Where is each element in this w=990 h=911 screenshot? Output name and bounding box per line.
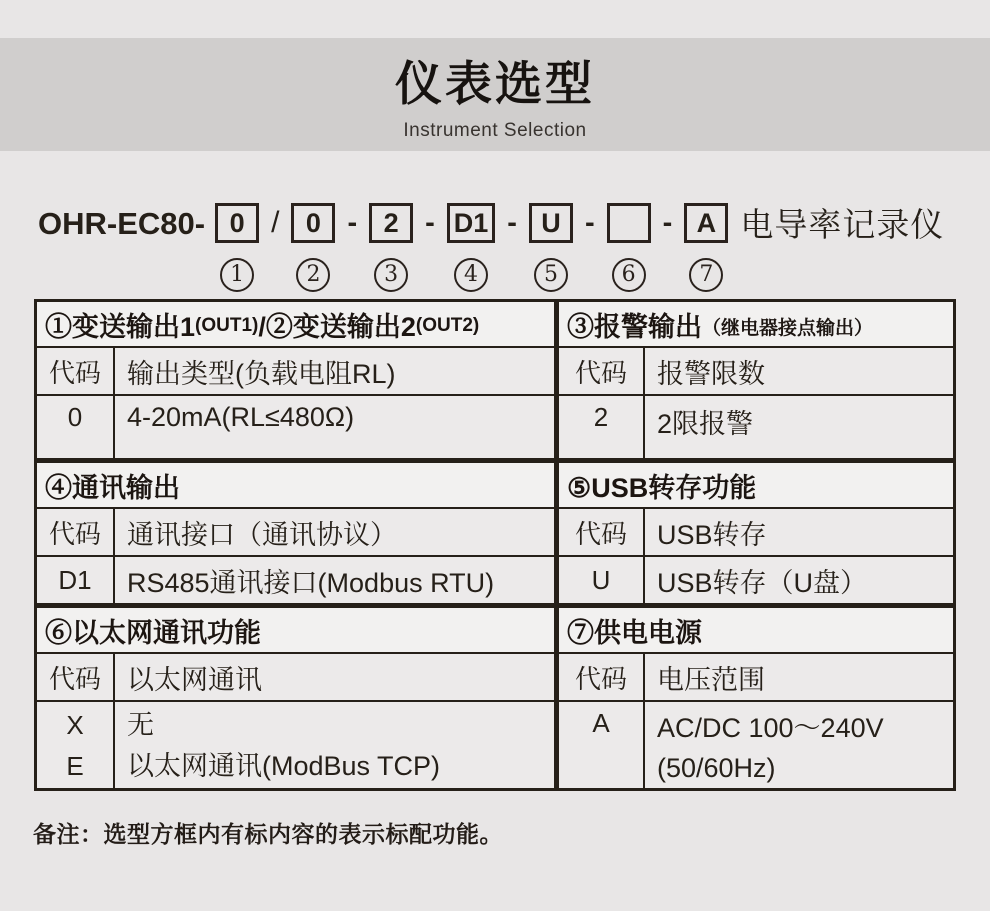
footnote: 备注：选型方框内有标内容的表示标配功能。	[33, 821, 503, 847]
section-ethernet	[37, 608, 554, 788]
section-power-supply-title	[559, 608, 953, 654]
column-header-row	[559, 654, 953, 700]
code-header: 代码	[559, 509, 645, 555]
model-segment-5	[529, 203, 573, 292]
code-header: 代码	[559, 654, 645, 700]
marker-circle-4: 4	[454, 258, 488, 292]
code-box-6-empty	[607, 203, 651, 243]
selection-table	[34, 299, 956, 791]
marker-circle-7: 7	[689, 258, 723, 292]
marker-circle-5: 5	[534, 258, 568, 292]
desc-value: 无	[127, 709, 154, 740]
page-title: 仪表选型	[395, 57, 595, 110]
title-text-small: （继电器接点输出）	[702, 317, 874, 339]
section-comm-output	[37, 463, 554, 603]
separator-dash: -	[662, 207, 673, 239]
code-value: 0	[37, 396, 115, 458]
section-usb-dump	[559, 463, 953, 603]
column-header-row	[37, 348, 554, 394]
section-comm-output-title	[37, 463, 554, 509]
title-text: /②变送输出2	[258, 311, 416, 342]
code-box-5: U	[529, 203, 573, 243]
desc-header: 输出类型(负载电阻RL)	[127, 358, 396, 389]
desc-value: RS485通讯接口(Modbus RTU)	[127, 567, 495, 598]
code-box-3: 2	[369, 203, 413, 243]
table-row	[559, 700, 953, 788]
page-subtitle: Instrument Selection	[403, 120, 587, 141]
desc-header: 以太网通讯	[127, 664, 262, 695]
title-text: ⑤USB转存功能	[567, 472, 757, 503]
column-header-row	[37, 509, 554, 555]
code-box-7: A	[684, 203, 728, 243]
table-row-group	[37, 700, 554, 788]
model-segment-3	[369, 203, 413, 292]
desc-header: USB转存	[657, 519, 767, 550]
table-row	[559, 555, 953, 603]
section-alarm-output	[559, 302, 953, 458]
desc-value-line2: (50/60Hz)	[657, 753, 776, 783]
code-value: U	[559, 557, 645, 603]
separator-dash: -	[425, 207, 435, 239]
marker-circle-6: 6	[612, 258, 646, 292]
title-band	[0, 38, 990, 151]
column-header-row	[37, 654, 554, 700]
separator-slash: /	[271, 206, 280, 239]
separator-dash: -	[347, 207, 358, 239]
section-transmit-output	[37, 302, 554, 458]
title-text: ⑥以太网通讯功能	[45, 617, 261, 648]
table-row	[37, 555, 554, 603]
desc-values	[645, 702, 953, 788]
code-header: 代码	[37, 348, 115, 394]
desc-value: 以太网通讯(ModBus TCP)	[127, 750, 441, 781]
desc-header: 电压范围	[657, 664, 765, 695]
table-row	[559, 394, 953, 458]
title-text: ①变送输出1	[45, 311, 196, 342]
code-header: 代码	[37, 654, 115, 700]
table-row	[37, 394, 554, 458]
model-segment-1	[215, 203, 259, 292]
model-segment-7	[684, 203, 728, 292]
section-usb-dump-title	[559, 463, 953, 509]
marker-circle-1: 1	[220, 258, 254, 292]
code-value: 2	[559, 396, 645, 458]
model-suffix: 电导率记录仪	[740, 206, 945, 243]
desc-value: 4-20mA(RL≤480Ω)	[127, 402, 355, 432]
desc-values	[115, 702, 554, 788]
code-box-1: 0	[215, 203, 259, 243]
separator-dash: -	[584, 207, 595, 239]
desc-header: 报警限数	[657, 358, 765, 389]
model-prefix: OHR-EC80-	[38, 206, 206, 241]
title-text: ⑦供电电源	[567, 617, 702, 648]
marker-circle-3: 3	[374, 258, 408, 292]
desc-header: 通讯接口（通讯协议）	[127, 519, 397, 550]
code-box-2: 0	[291, 203, 335, 243]
model-code-line	[38, 203, 970, 292]
code-header: 代码	[37, 509, 115, 555]
code-header: 代码	[559, 348, 645, 394]
title-text-small: (OUT1)	[195, 315, 259, 336]
code-value: E	[66, 750, 84, 781]
code-box-4: D1	[447, 203, 496, 243]
title-text: ④通讯输出	[45, 472, 180, 503]
section-power-supply	[559, 608, 953, 788]
code-value: A	[559, 702, 645, 788]
model-segment-2	[291, 203, 335, 292]
desc-value: AC/DC 100～240V	[657, 713, 884, 743]
title-text-small: (OUT2)	[415, 315, 480, 336]
title-text: ③报警输出	[567, 311, 702, 342]
section-transmit-output-title	[37, 302, 554, 348]
code-value: X	[66, 709, 84, 740]
desc-value: USB转存（U盘）	[657, 567, 868, 598]
column-header-row	[559, 348, 953, 394]
section-alarm-output-title	[559, 302, 953, 348]
marker-circle-2: 2	[296, 258, 330, 292]
separator-dash: -	[507, 207, 517, 239]
desc-value: 2限报警	[657, 409, 754, 439]
code-value: D1	[37, 557, 115, 603]
model-segment-6	[607, 203, 651, 292]
column-header-row	[559, 509, 953, 555]
code-values	[37, 702, 115, 788]
section-ethernet-title	[37, 608, 554, 654]
model-segment-4	[447, 203, 496, 292]
